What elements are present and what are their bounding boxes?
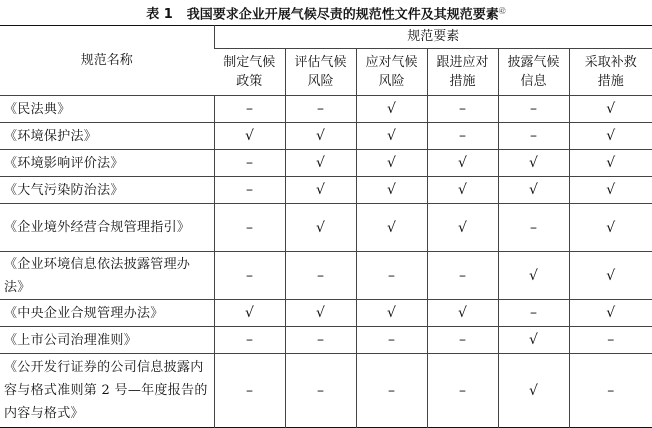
element-mark: – bbox=[569, 327, 652, 354]
element-mark: – bbox=[356, 252, 427, 300]
norm-name: 《环境影响评价法》 bbox=[0, 150, 214, 177]
element-mark: √ bbox=[285, 123, 356, 150]
table-row bbox=[0, 177, 652, 204]
element-mark: √ bbox=[427, 204, 498, 252]
column-header: 披露气候 信息 bbox=[498, 49, 569, 96]
element-mark: √ bbox=[569, 96, 652, 123]
column-header: 评估气候 风险 bbox=[285, 49, 356, 96]
element-mark: – bbox=[214, 252, 285, 300]
column-header: 应对气候 风险 bbox=[356, 49, 427, 96]
norm-name: 《民法典》 bbox=[0, 96, 214, 123]
element-mark: √ bbox=[569, 252, 652, 300]
elements-group-header: 规范要素 bbox=[214, 26, 652, 49]
element-mark: √ bbox=[285, 150, 356, 177]
norm-name: 《上市公司治理准则》 bbox=[0, 327, 214, 354]
element-mark: – bbox=[427, 252, 498, 300]
element-mark: √ bbox=[498, 327, 569, 354]
element-mark: √ bbox=[569, 177, 652, 204]
element-mark: – bbox=[498, 96, 569, 123]
element-mark: – bbox=[569, 354, 652, 428]
norm-name: 《企业环境信息依法披露管理办法》 bbox=[0, 252, 214, 300]
element-mark: √ bbox=[356, 123, 427, 150]
norm-name: 《中央企业合规管理办法》 bbox=[0, 300, 214, 327]
element-mark: – bbox=[427, 96, 498, 123]
element-mark: – bbox=[427, 123, 498, 150]
norm-name: 《环境保护法》 bbox=[0, 123, 214, 150]
element-mark: √ bbox=[356, 177, 427, 204]
element-mark: √ bbox=[498, 177, 569, 204]
table-row bbox=[0, 123, 652, 150]
footnote-ref: ㊷ bbox=[498, 7, 506, 15]
table-row bbox=[0, 327, 652, 354]
element-mark: – bbox=[214, 177, 285, 204]
element-mark: – bbox=[498, 123, 569, 150]
table-row bbox=[0, 96, 652, 123]
element-mark: – bbox=[285, 354, 356, 428]
element-mark: √ bbox=[285, 300, 356, 327]
element-mark: √ bbox=[498, 354, 569, 428]
element-mark: √ bbox=[569, 300, 652, 327]
element-mark: √ bbox=[498, 252, 569, 300]
name-column-header: 规范名称 bbox=[80, 52, 133, 68]
norm-name: 《大气污染防治法》 bbox=[0, 177, 214, 204]
element-mark: √ bbox=[356, 96, 427, 123]
element-mark: √ bbox=[569, 150, 652, 177]
element-mark: – bbox=[214, 354, 285, 428]
table-number: 表 1 bbox=[146, 7, 173, 23]
element-mark: √ bbox=[214, 300, 285, 327]
element-mark: – bbox=[285, 96, 356, 123]
table-row bbox=[0, 300, 652, 327]
table-caption bbox=[0, 0, 652, 22]
element-mark: √ bbox=[214, 123, 285, 150]
element-mark: – bbox=[498, 300, 569, 327]
element-mark: – bbox=[427, 354, 498, 428]
element-mark: – bbox=[356, 354, 427, 428]
norm-name: 《公开发行证券的公司信息披露内容与格式准则第 2 号—年度报告的内容与格式》 bbox=[0, 354, 214, 428]
element-mark: – bbox=[427, 327, 498, 354]
element-mark: – bbox=[214, 327, 285, 354]
column-header: 采取补救 措施 bbox=[569, 49, 652, 96]
element-mark: √ bbox=[569, 204, 652, 252]
norm-name: 《企业境外经营合规管理指引》 bbox=[0, 204, 214, 252]
norms-table bbox=[0, 25, 652, 428]
column-header: 制定气候 政策 bbox=[214, 49, 285, 96]
element-mark: – bbox=[214, 96, 285, 123]
element-mark: √ bbox=[356, 300, 427, 327]
element-mark: √ bbox=[356, 150, 427, 177]
table-title: 我国要求企业开展气候尽责的规范性文件及其规范要素 bbox=[186, 7, 499, 23]
element-mark: √ bbox=[569, 123, 652, 150]
table-row bbox=[0, 204, 652, 252]
element-mark: – bbox=[285, 327, 356, 354]
element-mark: √ bbox=[427, 177, 498, 204]
element-mark: – bbox=[285, 252, 356, 300]
element-mark: √ bbox=[356, 204, 427, 252]
element-mark: √ bbox=[498, 150, 569, 177]
column-header: 跟进应对 措施 bbox=[427, 49, 498, 96]
element-mark: – bbox=[214, 150, 285, 177]
element-mark: – bbox=[356, 327, 427, 354]
table-row bbox=[0, 354, 652, 428]
element-mark: √ bbox=[285, 177, 356, 204]
element-mark: √ bbox=[427, 300, 498, 327]
table-row bbox=[0, 150, 652, 177]
element-mark: – bbox=[214, 204, 285, 252]
element-mark: √ bbox=[285, 204, 356, 252]
element-mark: – bbox=[498, 204, 569, 252]
table-row bbox=[0, 252, 652, 300]
element-mark: √ bbox=[427, 150, 498, 177]
